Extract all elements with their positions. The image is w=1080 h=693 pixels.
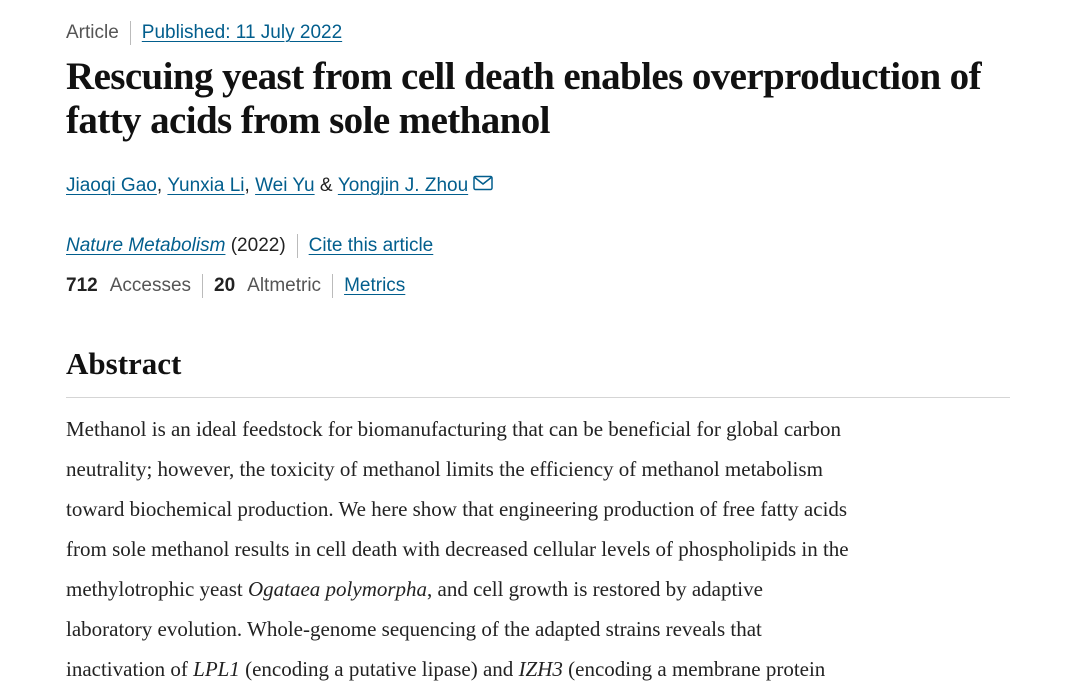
article-metrics xyxy=(66,273,405,299)
abstract-line: from sole methanol results in cell death with decreased cellular levels of phospholipids in the xyxy=(66,537,849,561)
species-name: Ogataea polymorpha xyxy=(247,577,428,601)
abstract-line: , and cell growth is restored by adaptive xyxy=(427,577,763,601)
divider xyxy=(332,274,333,298)
article-type: Article xyxy=(66,22,119,43)
author-separator: & xyxy=(319,175,333,196)
divider xyxy=(202,274,203,298)
abstract-line: laboratory evolution. Whole-genome sequencing of the adapted strains reveals that xyxy=(66,617,762,641)
author-separator: , xyxy=(156,175,163,196)
altmetric-count: 20 xyxy=(214,275,236,296)
metrics-link[interactable]: Metrics xyxy=(344,275,406,296)
author-link[interactable]: Jiaoqi Gao xyxy=(66,175,157,196)
divider xyxy=(130,21,131,45)
abstract-line: Methanol is an ideal feedstock for biomanufacturing that can be beneficial for global carbon xyxy=(66,417,841,441)
altmetric-label: Altmetric xyxy=(247,275,322,296)
accesses-count: 712 xyxy=(66,275,98,296)
accesses-label: Accesses xyxy=(109,275,192,296)
journal-link[interactable]: Nature Metabolism xyxy=(66,235,226,256)
abstract-line: inactivation of xyxy=(66,657,194,681)
published-date-link[interactable]: Published: 11 July 2022 xyxy=(141,22,343,43)
author-list xyxy=(66,175,493,197)
envelope-icon[interactable] xyxy=(473,175,493,197)
article-meta xyxy=(66,20,342,46)
section-divider xyxy=(66,397,1010,398)
abstract-text xyxy=(66,409,1016,689)
abstract-heading: Abstract xyxy=(66,346,182,381)
abstract-line: toward biochemical production. We here show that engineering production of free fatty acids xyxy=(66,497,848,521)
gene-name: LPL1 xyxy=(193,657,240,681)
abstract-line: (encoding a membrane protein xyxy=(562,657,826,681)
divider xyxy=(297,234,298,258)
cite-article-link[interactable]: Cite this article xyxy=(308,235,434,256)
publication-year: (2022) xyxy=(230,235,286,256)
author-link[interactable]: Yongjin J. Zhou xyxy=(337,175,469,196)
author-link[interactable]: Yunxia Li xyxy=(167,175,245,196)
abstract-line: methylotrophic yeast xyxy=(66,577,248,601)
article-title: Rescuing yeast from cell death enables overproduction of fatty acids from sole methanol xyxy=(66,55,981,142)
author-separator: , xyxy=(244,175,250,196)
journal-info xyxy=(66,233,433,259)
gene-name: IZH3 xyxy=(518,657,563,681)
abstract-line: (encoding a putative lipase) and xyxy=(239,657,519,681)
author-link[interactable]: Wei Yu xyxy=(255,175,315,196)
abstract-line: neutrality; however, the toxicity of methanol limits the efficiency of methanol metabolism xyxy=(66,457,823,481)
